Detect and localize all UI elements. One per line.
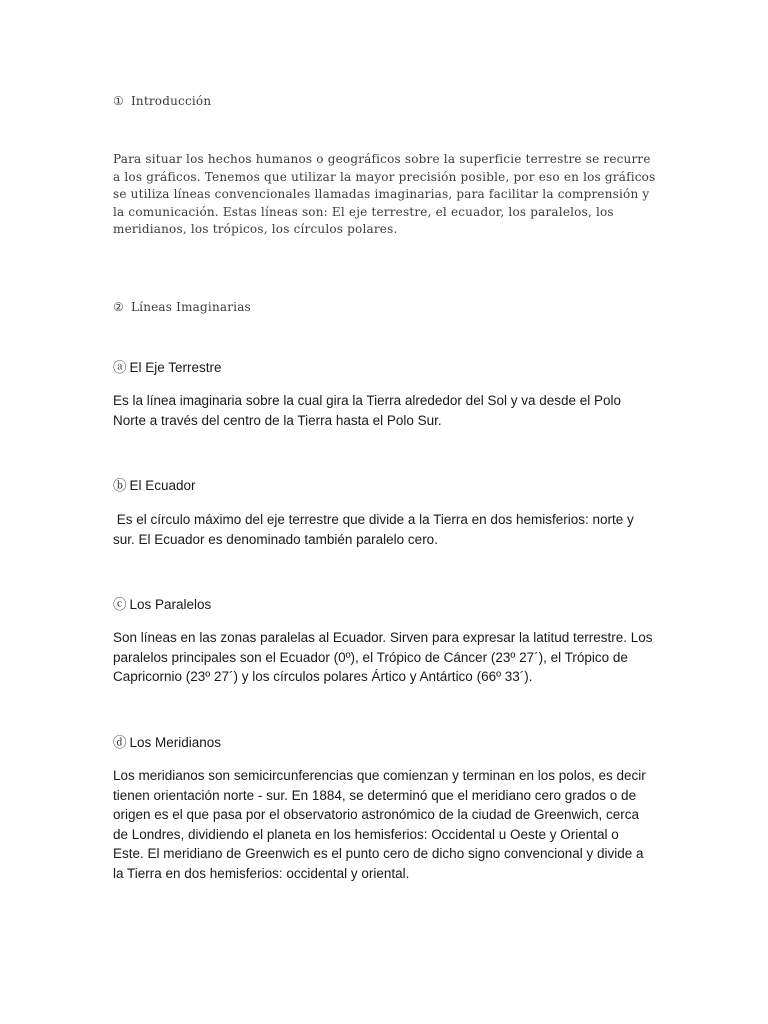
section-ecuador-paragraph: Es el círculo máximo del eje terrestre que divide a la Tierra en dos hemisferios: norte y sur. El Ecuador es denominado también paralelo cero. bbox=[113, 512, 638, 547]
section-eje-heading-text: El Eje Terrestre bbox=[129, 360, 222, 375]
section-paralelos-paragraph: Son líneas en las zonas paralelas al Ecuador. Sirven para expresar la latitud terrestre. Los paralelos principales son el Ecuador (0º), el Trópico de Cáncer (23º 27´), el Trópico de Capricornio (23º 27´) y los círculos polares Ártico y Antártico (66º 33´). bbox=[113, 630, 653, 684]
section-paralelos-heading bbox=[113, 596, 658, 614]
section-eje-paragraph: Es la línea imaginaria sobre la cual gira la Tierra alrededor del Sol y va desde el Polo Norte a través del centro de la Tierra hasta el Polo Sur. bbox=[113, 393, 622, 428]
lineas-marker: ② bbox=[113, 300, 124, 314]
section-meridianos-heading bbox=[113, 734, 658, 752]
intro-heading-text: Introducción bbox=[130, 94, 212, 108]
lineas-heading bbox=[113, 299, 658, 315]
section-ecuador-marker: ⓑ bbox=[113, 478, 127, 493]
section-paralelos-marker: ⓒ bbox=[113, 597, 127, 612]
section-ecuador-heading-text: El Ecuador bbox=[129, 478, 196, 493]
intro-heading bbox=[113, 93, 658, 109]
intro-paragraph: Para situar los hechos humanos o geográficos sobre la superficie terrestre se recurre a los gráficos. Tenemos que utilizar la mayor precisión posible, por eso en los gráficos se utiliza líneas convencionales llamadas imaginarias, para facilitar la comprensión y la comunicación. Estas líneas son: El eje terrestre, el ecuador, los paralelos, los meridianos, los trópicos, los círculos polares. bbox=[113, 152, 656, 237]
section-meridianos-paragraph: Los meridianos son semicircunferencias que comienzan y terminan en los polos, es decir tienen orientación norte - sur. En 1884, se determinó que el meridiano cero grados o de origen es el que pasa por el observatorio astronómico de la ciudad de Greenwich, cerca de Londres, dividiendo el planeta en los hemisferios: Occidental u Oeste y Oriental o Este. El meridiano de Greenwich es el punto cero de dicho signo convencional y divide a la Tierra en dos hemisferios: occidental y oriental. bbox=[113, 768, 646, 881]
section-meridianos-marker: ⓓ bbox=[113, 735, 127, 750]
section-eje-marker: ⓐ bbox=[113, 360, 127, 375]
section-eje-heading bbox=[113, 359, 658, 377]
section-ecuador-heading bbox=[113, 477, 658, 495]
lineas-heading-text: Líneas Imaginarias bbox=[130, 300, 251, 314]
intro-marker: ① bbox=[113, 94, 124, 108]
section-paralelos-heading-text: Los Paralelos bbox=[129, 597, 212, 612]
section-meridianos-heading-text: Los Meridianos bbox=[129, 735, 222, 750]
